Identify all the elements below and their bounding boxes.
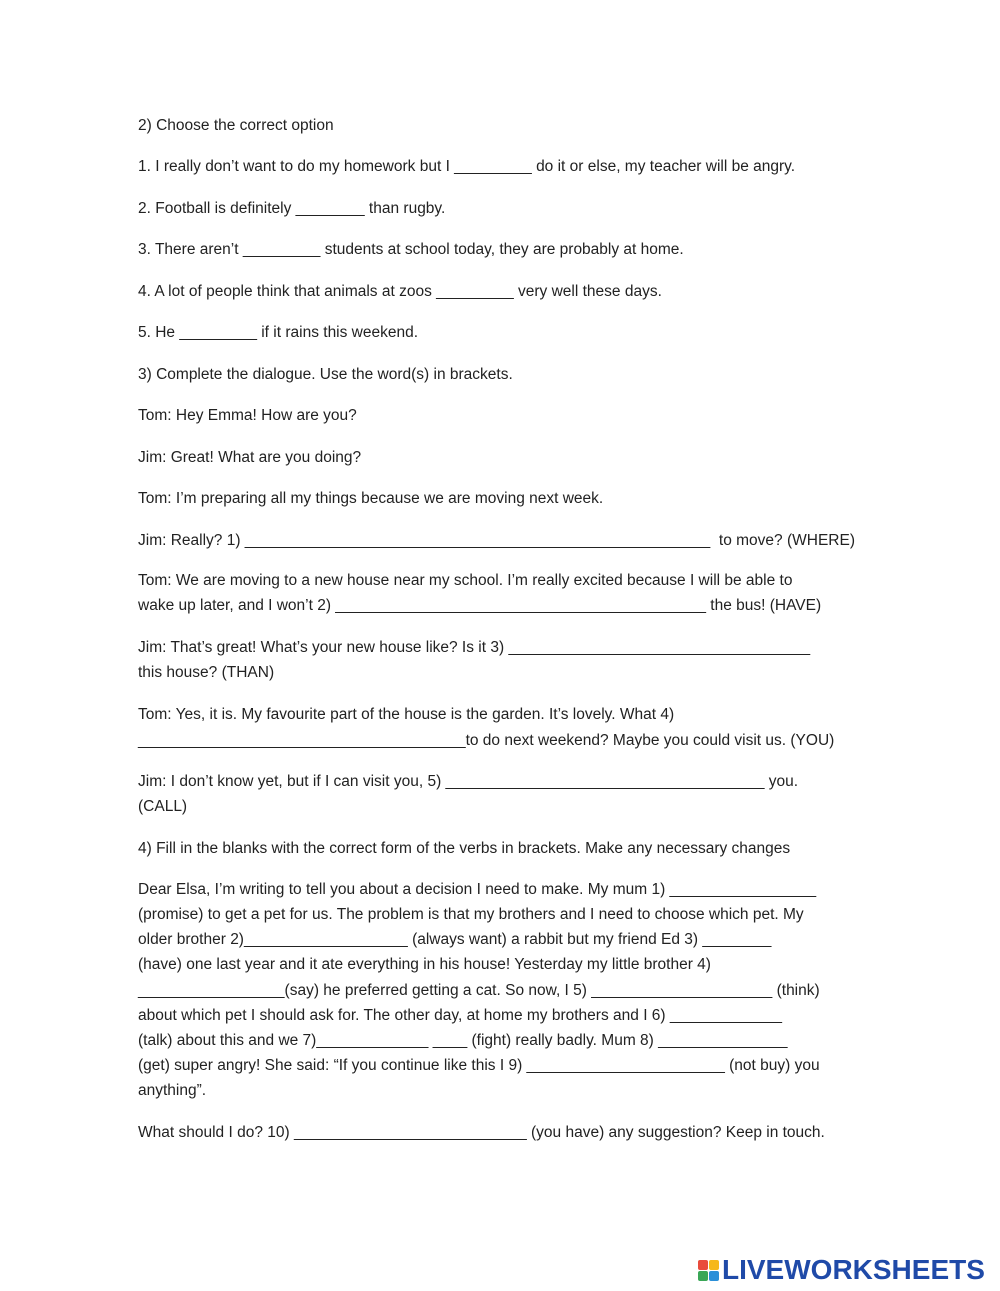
letter-line: (talk) about this and we 7)_____________ ____ (fight) really badly. Mum 8) _______________ <box>138 1032 788 1049</box>
letter-line: Dear Elsa, I’m writing to tell you about a decision I need to make. My mum 1) _________________ <box>138 881 817 898</box>
letter-line: anything”. <box>138 1082 207 1099</box>
logo-block <box>709 1260 719 1270</box>
dialogue-line: Tom: I’m preparing all my things because we are moving next week. <box>138 490 604 507</box>
letter-line: older brother 2)___________________ (always want) a rabbit but my friend Ed 3) ________ <box>138 931 772 948</box>
dialogue-line: (CALL) <box>138 798 188 815</box>
dialogue-line: Tom: Yes, it is. My favourite part of the house is the garden. It’s lovely. What 4) <box>138 706 675 723</box>
logo-block <box>709 1271 719 1281</box>
liveworksheets-logo <box>698 1255 985 1285</box>
letter-line: (have) one last year and it ate everything in his house! Yesterday my little brother 4) <box>138 956 711 973</box>
dialogue-line: Tom: We are moving to a new house near my school. I’m really excited because I will be able to <box>138 572 793 589</box>
logo-text: LIVEWORKSHEETS <box>722 1254 985 1285</box>
logo-block <box>698 1260 708 1270</box>
dialogue-line: Tom: Hey Emma! How are you? <box>138 407 357 424</box>
dialogue-line: Jim: Great! What are you doing? <box>138 449 362 466</box>
section-3-heading: 3) Complete the dialogue. Use the word(s) in brackets. <box>138 366 513 383</box>
question-line: 3. There aren’t _________ students at school today, they are probably at home. <box>138 241 684 258</box>
section-4-heading: 4) Fill in the blanks with the correct form of the verbs in brackets. Make any necessary changes <box>138 840 791 857</box>
dialogue-line: Jim: I don’t know yet, but if I can visit you, 5) _____________________________________ you. <box>138 773 799 790</box>
question-line: 4. A lot of people think that animals at zoos _________ very well these days. <box>138 283 662 300</box>
letter-line: about which pet I should ask for. The other day, at home my brothers and I 6) _____________ <box>138 1007 782 1024</box>
letter-line: (get) super angry! She said: “If you continue like this I 9) _______________________ (not buy) you <box>138 1057 820 1074</box>
section-2-heading: 2) Choose the correct option <box>138 117 334 134</box>
dialogue-line: Jim: Really? 1) ______________________________________________________ to move? (WHERE) <box>138 532 855 549</box>
question-line: 1. I really don’t want to do my homework but I _________ do it or else, my teacher will be angry. <box>138 158 796 175</box>
letter-line: What should I do? 10) ___________________________ (you have) any suggestion? Keep in touch. <box>138 1124 825 1141</box>
dialogue-line: this house? (THAN) <box>138 664 275 681</box>
question-line: 5. He _________ if it rains this weekend. <box>138 324 419 341</box>
logo-blocks-icon <box>698 1260 719 1281</box>
dialogue-line: Jim: That’s great! What’s your new house like? Is it 3) ___________________________________ <box>138 639 811 656</box>
letter-line: _________________(say) he preferred getting a cat. So now, I 5) _____________________ (think) <box>138 982 820 999</box>
letter-line: (promise) to get a pet for us. The problem is that my brothers and I need to choose which pet. My <box>138 906 804 923</box>
dialogue-line: ______________________________________to do next weekend? Maybe you could visit us. (YOU) <box>138 732 835 749</box>
logo-block <box>698 1271 708 1281</box>
question-line: 2. Football is definitely ________ than rugby. <box>138 200 446 217</box>
dialogue-line: wake up later, and I won’t 2) ___________________________________________ the bus! (HAVE) <box>138 597 822 614</box>
